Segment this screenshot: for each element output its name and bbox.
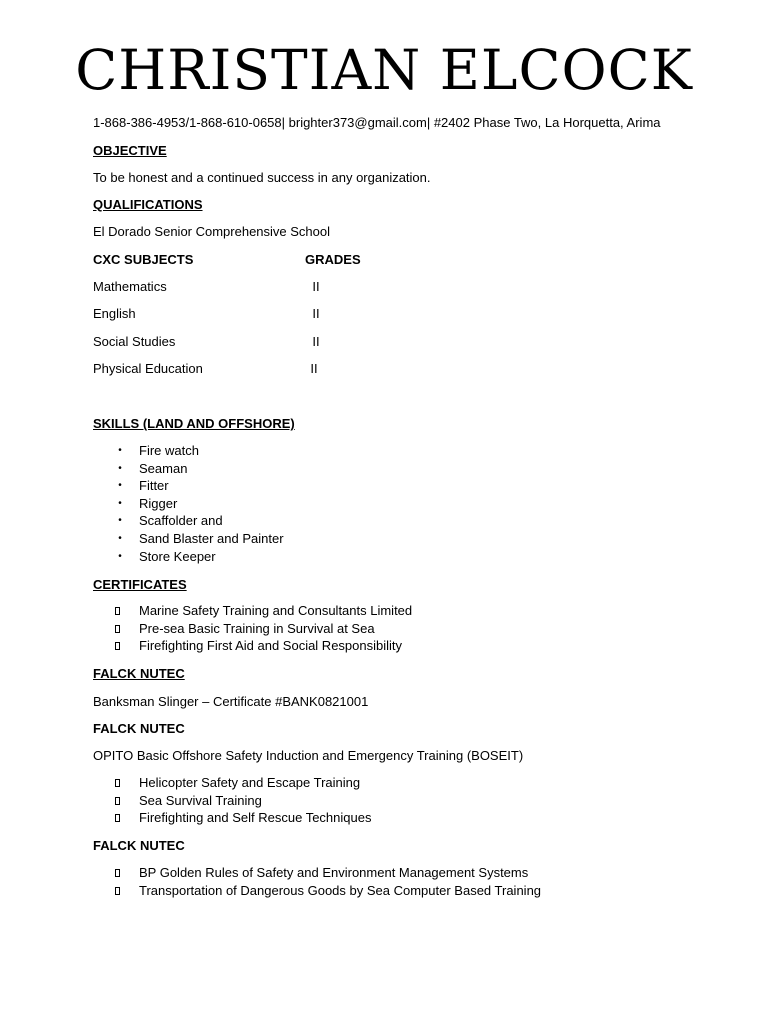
skill-label: Fire watch — [139, 443, 199, 458]
training-label: Transportation of Dangerous Goods by Sea Computer Based Training — [139, 882, 542, 898]
subjects-column-header: CXC SUBJECTS — [93, 252, 194, 267]
bullet-icon: • — [118, 550, 122, 562]
subject-grade: II — [312, 306, 320, 321]
subject-grade: II — [312, 279, 320, 294]
falck-nutec-heading: FALCK NUTEC — [93, 666, 185, 681]
training-label: Sea Survival Training — [139, 792, 262, 808]
banksman-certificate: Banksman Slinger – Certificate #BANK0821001 — [93, 694, 369, 709]
certificate-label: Pre-sea Basic Training in Survival at Sea — [139, 620, 375, 636]
objective-text: To be honest and a continued success in any organization. — [93, 170, 431, 185]
certificate-label: Marine Safety Training and Consultants Limited — [139, 603, 413, 618]
bullet-icon: • — [118, 515, 122, 527]
box-bullet-icon — [115, 779, 120, 787]
subject-name: Physical Education — [93, 361, 203, 376]
training-label: BP Golden Rules of Safety and Environment Management Systems — [139, 865, 529, 880]
subject-name: Mathematics — [93, 279, 167, 294]
subject-grade: II — [312, 334, 320, 349]
subject-name: Social Studies — [93, 334, 176, 349]
opito-training: OPITO Basic Offshore Safety Induction and Emergency Training (BOSEIT) — [93, 748, 524, 763]
skill-label: Seaman — [139, 460, 188, 476]
box-bullet-icon — [115, 797, 120, 805]
skill-label: Sand Blaster and Painter — [139, 530, 284, 546]
bullet-icon: • — [118, 532, 122, 544]
box-bullet-icon — [115, 607, 120, 615]
box-bullet-icon — [115, 814, 120, 822]
falck-nutec-heading: FALCK NUTEC — [93, 721, 185, 736]
skill-label: Fitter — [139, 478, 169, 494]
box-bullet-icon — [115, 887, 120, 895]
training-label: Firefighting and Self Rescue Techniques — [139, 810, 372, 826]
school-name: El Dorado Senior Comprehensive School — [93, 224, 331, 239]
skill-label: Scaffolder and — [139, 513, 223, 529]
skill-label: Store Keeper — [139, 548, 216, 564]
box-bullet-icon — [115, 625, 120, 633]
certificates-heading: CERTIFICATES — [93, 577, 187, 592]
objective-heading: OBJECTIVE — [93, 143, 167, 158]
skills-heading: SKILLS (LAND AND OFFSHORE) — [93, 416, 295, 431]
subject-name: English — [93, 306, 136, 321]
grades-column-header: GRADES — [305, 252, 361, 267]
box-bullet-icon — [115, 642, 120, 650]
bullet-icon: • — [118, 497, 122, 509]
bullet-icon: • — [118, 462, 122, 474]
contact-line: 1-868-386-4953/1-868-610-0658| brighter373@gmail.com| #2402 Phase Two, La Horquetta, Arima — [93, 115, 661, 130]
skill-label: Rigger — [139, 495, 178, 511]
bullet-icon: • — [118, 445, 122, 456]
candidate-name: CHRISTIAN ELCOCK — [75, 38, 693, 102]
certificate-label: Firefighting First Aid and Social Responsibility — [139, 638, 403, 654]
box-bullet-icon — [115, 869, 120, 877]
subject-grade: II — [310, 361, 318, 376]
falck-nutec-heading: FALCK NUTEC — [93, 838, 185, 853]
bullet-icon: • — [118, 480, 122, 492]
training-label: Helicopter Safety and Escape Training — [139, 775, 361, 790]
qualifications-heading: QUALIFICATIONS — [93, 197, 203, 212]
